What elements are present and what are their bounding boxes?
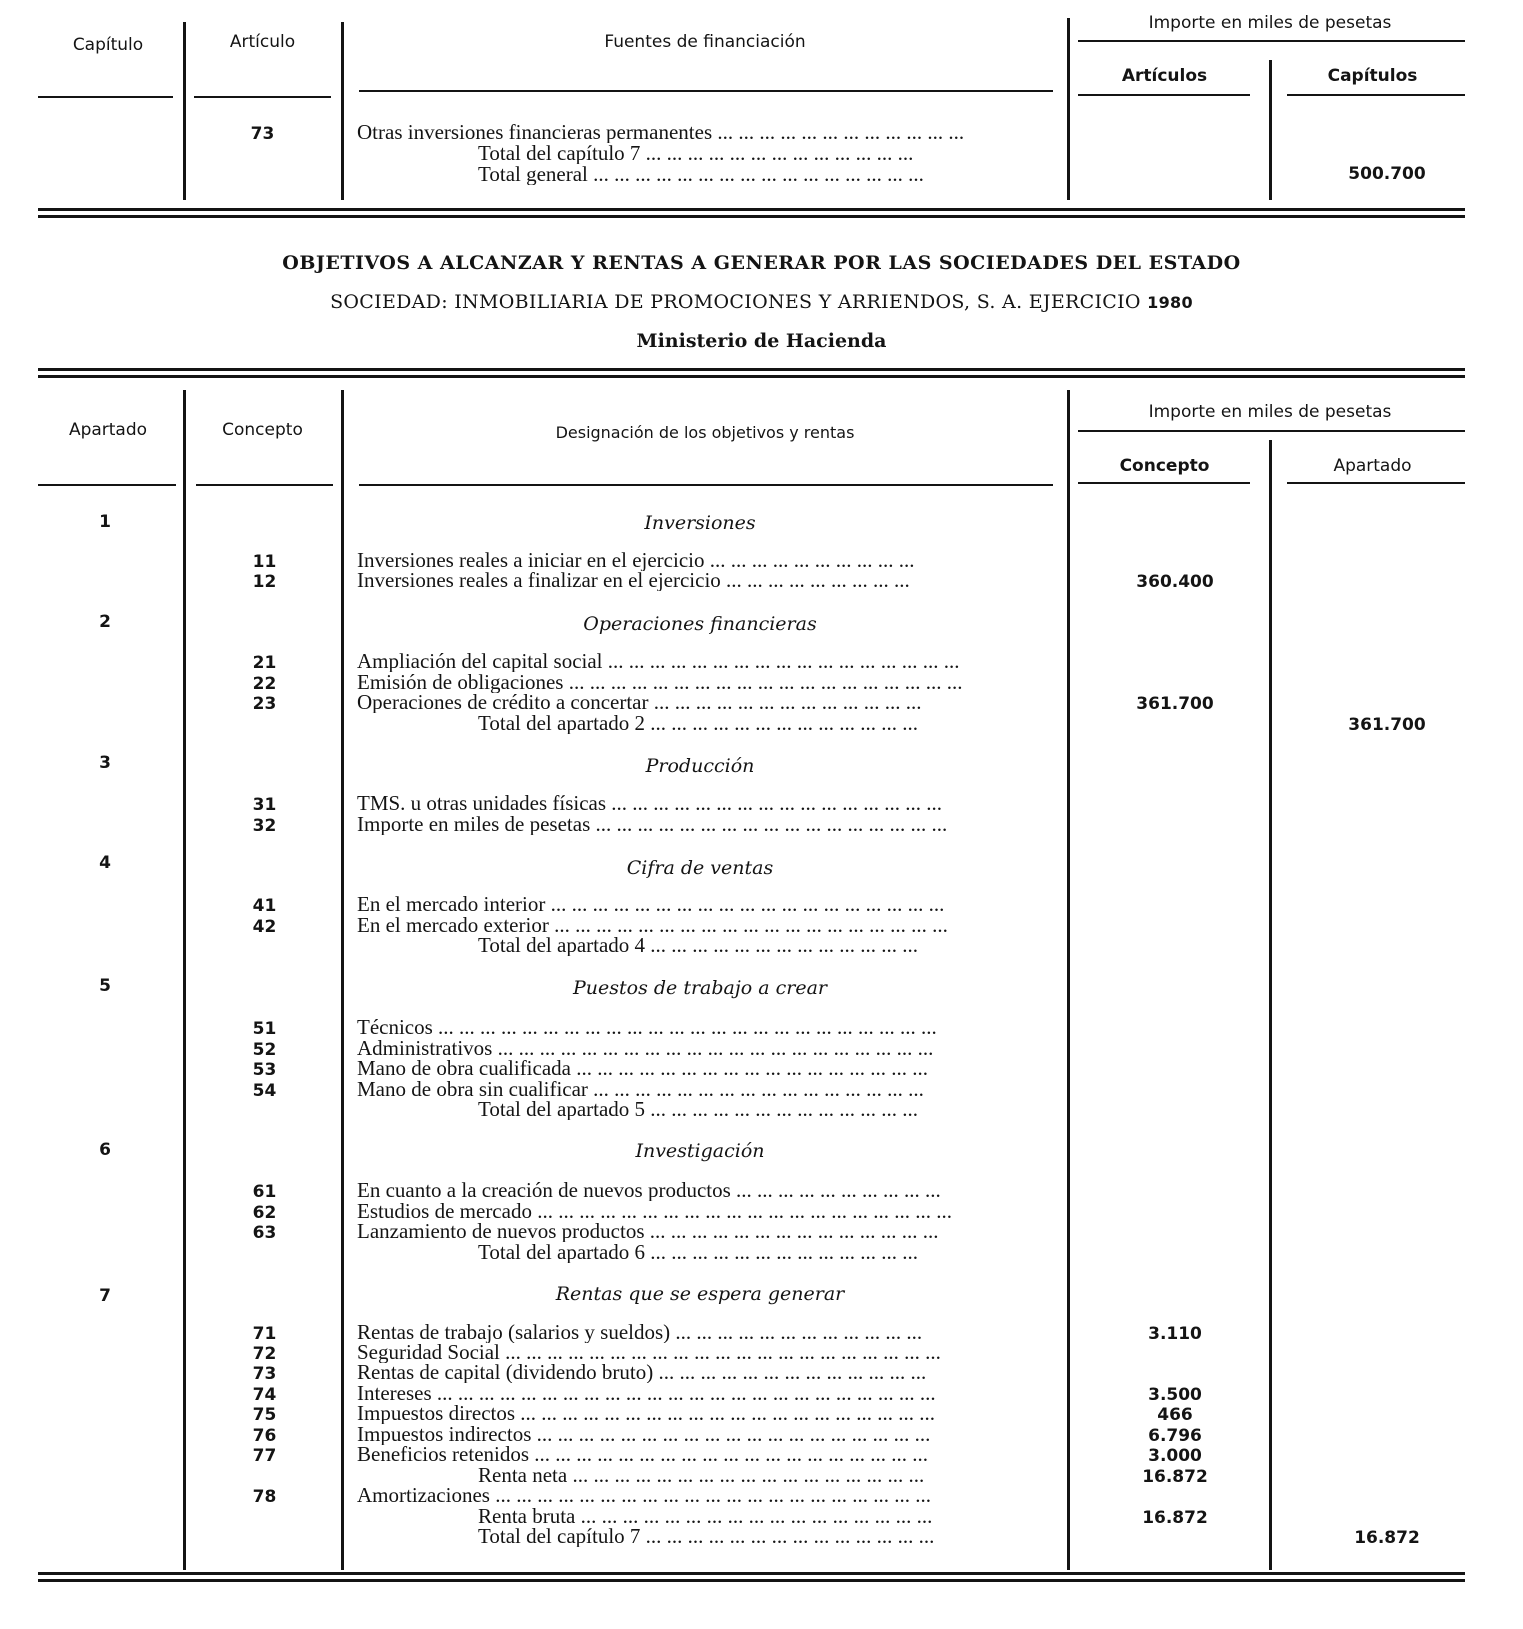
row-label: Mano de obra cualificada ... ... ... ... ... ... ... ... ... ... ... ... ... ... ... ... ...	[357, 1058, 928, 1079]
row-code: 75	[252, 1405, 277, 1425]
top-header-rule-col4	[1078, 94, 1250, 96]
top-col-divider-4	[1269, 60, 1272, 200]
top-row-label: Otras inversiones financieras permanentes ... ... ... ... ... ... ... ... ... ... ... ...	[357, 122, 965, 143]
row-label: En cuanto a la creación de nuevos productos ... ... ... ... ... ... ... ... ... ...	[357, 1180, 941, 1201]
row-concepto-amount: 6.796	[1148, 1426, 1202, 1446]
top-header-capitulo: Capítulo	[72, 35, 144, 55]
section-number: 2	[99, 612, 111, 632]
top-header-fuentes: Fuentes de financiación	[604, 32, 806, 52]
row-code: 74	[252, 1385, 277, 1405]
main-table-bottom-rule	[38, 1572, 1465, 1582]
row-code: 11	[252, 552, 277, 572]
row-code: 42	[252, 917, 277, 937]
row-label: Estudios de mercado ... ... ... ... ... ... ... ... ... ... ... ... ... ... ... ... ... ... ... ...	[357, 1201, 952, 1222]
main-header-importe: Importe en miles de pesetas	[1148, 402, 1392, 422]
row-label: Amortizaciones ... ... ... ... ... ... ... ... ... ... ... ... ... ... ... ... ... ... ... ... ...	[357, 1485, 931, 1506]
main-header-apartado-col: Apartado	[1333, 456, 1412, 476]
row-label: Ampliación del capital social ... ... ... ... ... ... ... ... ... ... ... ... ... ... ... ... ...	[357, 651, 960, 672]
row-label: Inversiones reales a finalizar en el ejercicio ... ... ... ... ... ... ... ... ...	[357, 570, 910, 591]
row-code: 71	[252, 1324, 277, 1344]
row-code: 23	[252, 694, 277, 714]
main-header-rule-importe	[1078, 430, 1465, 432]
row-concepto-amount: 360.400	[1136, 572, 1214, 592]
main-header-apartado: Apartado	[68, 420, 148, 440]
top-header-rule-importe	[1078, 40, 1465, 42]
row-code: 73	[252, 1364, 277, 1384]
row-code: 77	[252, 1446, 277, 1466]
section-number: 6	[99, 1140, 111, 1160]
row-code: 52	[252, 1040, 277, 1060]
row-label: Inversiones reales a iniciar en el ejercicio ... ... ... ... ... ... ... ... ... ...	[357, 550, 915, 571]
row-label: Rentas de trabajo (salarios y sueldos) ... ... ... ... ... ... ... ... ... ... ... ...	[357, 1322, 923, 1343]
row-total-label: Total del apartado 5 ... ... ... ... ... ... ... ... ... ... ... ... ...	[478, 1099, 919, 1120]
top-col-divider-3	[1067, 18, 1070, 200]
section-title: Rentas que se espera generar	[555, 1283, 845, 1305]
main-header-rule-col2	[196, 484, 333, 486]
section-number: 3	[99, 753, 111, 773]
row-code: 22	[252, 674, 277, 694]
main-header-concepto-col: Concepto	[1119, 456, 1210, 476]
main-header-concepto: Concepto	[222, 420, 303, 440]
row-concepto-amount: 361.700	[1136, 694, 1214, 714]
row-code: 54	[252, 1081, 277, 1101]
top-header-articulo: Artículo	[229, 32, 296, 52]
row-code: 72	[252, 1344, 277, 1364]
row-total-label: Total del apartado 2 ... ... ... ... ... ... ... ... ... ... ... ... ...	[478, 713, 919, 734]
main-col-divider-3	[1067, 390, 1070, 1570]
row-label: Seguridad Social ... ... ... ... ... ... ... ... ... ... ... ... ... ... ... ... ... ... ... ... ...	[357, 1342, 941, 1363]
row-total-label: Total del capítulo 7 ... ... ... ... ... ... ... ... ... ... ... ... ... ...	[478, 1526, 935, 1547]
row-label: En el mercado exterior ... ... ... ... ... ... ... ... ... ... ... ... ... ... ... ... ... ... ...	[357, 915, 948, 936]
row-label: Mano de obra sin cualificar ... ... ... ... ... ... ... ... ... ... ... ... ... ... ... ...	[357, 1079, 924, 1100]
subtitle-year: 1980	[1147, 293, 1193, 312]
document-subtitle	[0, 291, 1523, 313]
row-code: 51	[252, 1019, 277, 1039]
row-label: Emisión de obligaciones ... ... ... ... ... ... ... ... ... ... ... ... ... ... ... ... ... ... ...	[357, 672, 963, 693]
main-header-rule-col1	[38, 484, 176, 486]
row-code: 12	[252, 572, 277, 592]
row-apartado-amount: 16.872	[1354, 1528, 1420, 1548]
top-header-articulos: Artículos	[1121, 66, 1208, 86]
row-label: Beneficios retenidos ... ... ... ... ... ... ... ... ... ... ... ... ... ... ... ... ... ... ...	[357, 1444, 929, 1465]
row-label: Impuestos directos ... ... ... ... ... ... ... ... ... ... ... ... ... ... ... ... ... ... ... ...	[357, 1403, 936, 1424]
section-title: Cifra de ventas	[626, 857, 774, 879]
section-title: Puestos de trabajo a crear	[573, 977, 827, 999]
row-concepto-amount: 3.000	[1148, 1446, 1202, 1466]
top-table-bottom-rule	[38, 208, 1465, 218]
top-capitulos-value: 500.700	[1348, 164, 1426, 184]
row-code: 63	[252, 1223, 277, 1243]
row-code: 61	[252, 1182, 277, 1202]
main-col-divider-2	[341, 390, 344, 1570]
row-concepto-amount: 3.500	[1148, 1385, 1202, 1405]
ministry-title: Ministerio de Hacienda	[636, 330, 887, 352]
row-code: 21	[252, 653, 277, 673]
row-concepto-amount: 3.110	[1148, 1324, 1202, 1344]
row-code: 53	[252, 1060, 277, 1080]
row-label: Lanzamiento de nuevos productos ... ... ... ... ... ... ... ... ... ... ... ... ... ...	[357, 1221, 939, 1242]
section-title: Investigación	[635, 1140, 765, 1162]
row-label: Administrativos ... ... ... ... ... ... ... ... ... ... ... ... ... ... ... ... ... ... ... ... ...	[357, 1038, 934, 1059]
top-col-divider-2	[341, 22, 344, 200]
top-row-label: Total del capítulo 7 ... ... ... ... ... ... ... ... ... ... ... ... ...	[478, 143, 914, 164]
row-label: Intereses ... ... ... ... ... ... ... ... ... ... ... ... ... ... ... ... ... ... ... ... ... ... ... ...	[357, 1383, 936, 1404]
row-label: Operaciones de crédito a concertar ... ... ... ... ... ... ... ... ... ... ... ... ...	[357, 692, 922, 713]
main-col-divider-1	[183, 390, 186, 1570]
main-header-rule-col4	[1078, 482, 1250, 484]
row-total-label: Renta neta ... ... ... ... ... ... ... ... ... ... ... ... ... ... ... ... ...	[478, 1465, 925, 1486]
main-header-designacion: Designación de los objetivos y rentas	[555, 423, 855, 442]
row-concepto-amount: 16.872	[1142, 1508, 1208, 1528]
row-label: Impuestos indirectos ... ... ... ... ... ... ... ... ... ... ... ... ... ... ... ... ... ... ...	[357, 1424, 931, 1445]
row-code: 76	[252, 1426, 277, 1446]
top-header-rule-col1	[38, 96, 173, 98]
row-concepto-amount: 16.872	[1142, 1467, 1208, 1487]
row-label: Importe en miles de pesetas ... ... ... ... ... ... ... ... ... ... ... ... ... ... ... ... ...	[357, 814, 948, 835]
row-total-label: Total del apartado 4 ... ... ... ... ... ... ... ... ... ... ... ... ...	[478, 935, 919, 956]
section-number: 5	[99, 976, 111, 996]
top-header-importe: Importe en miles de pesetas	[1148, 13, 1392, 33]
row-code: 78	[252, 1487, 277, 1507]
main-header-rule-col3	[359, 484, 1053, 486]
main-header-rule-col5	[1287, 482, 1465, 484]
row-label: TMS. u otras unidades físicas ... ... ... ... ... ... ... ... ... ... ... ... ... ... ... ...	[357, 793, 943, 814]
top-header-capitulos: Capítulos	[1327, 66, 1418, 86]
section-number: 7	[99, 1286, 111, 1306]
row-label: Técnicos ... ... ... ... ... ... ... ... ... ... ... ... ... ... ... ... ... ... ... ... ... ... ... ...	[357, 1017, 937, 1038]
row-code: 31	[252, 795, 277, 815]
row-total-label: Total del apartado 6 ... ... ... ... ... ... ... ... ... ... ... ... ...	[478, 1242, 919, 1263]
top-row-number: 73	[250, 124, 275, 144]
section-title: Producción	[645, 755, 755, 777]
top-header-rule-col3	[359, 90, 1053, 92]
section-number: 4	[99, 853, 111, 873]
section-title: Inversiones	[644, 512, 756, 534]
subtitle-text: SOCIEDAD: INMOBILIARIA DE PROMOCIONES Y ARRIENDOS, S. A. EJERCICIO	[330, 291, 1141, 313]
top-header-rule-col5	[1287, 94, 1465, 96]
row-code: 41	[252, 896, 277, 916]
row-apartado-amount: 361.700	[1348, 715, 1426, 735]
section-title: Operaciones financieras	[583, 613, 817, 635]
main-table-top-rule	[38, 368, 1465, 378]
row-concepto-amount: 466	[1157, 1405, 1193, 1425]
row-total-label: Renta bruta ... ... ... ... ... ... ... ... ... ... ... ... ... ... ... ... ...	[478, 1506, 933, 1527]
main-col-divider-4	[1269, 440, 1272, 1570]
top-col-divider-1	[183, 22, 186, 200]
row-label: En el mercado interior ... ... ... ... ... ... ... ... ... ... ... ... ... ... ... ... ... ... ...	[357, 894, 945, 915]
section-number: 1	[99, 512, 111, 532]
top-header-rule-col2	[194, 96, 331, 98]
row-code: 32	[252, 816, 277, 836]
document-main-title: OBJETIVOS A ALCANZAR Y RENTAS A GENERAR POR LAS SOCIEDADES DEL ESTADO	[282, 252, 1241, 274]
row-label: Rentas de capital (dividendo bruto) ... ... ... ... ... ... ... ... ... ... ... ... ...	[357, 1362, 927, 1383]
top-row-label: Total general ... ... ... ... ... ... ... ... ... ... ... ... ... ... ... ...	[478, 164, 924, 185]
row-code: 62	[252, 1203, 277, 1223]
